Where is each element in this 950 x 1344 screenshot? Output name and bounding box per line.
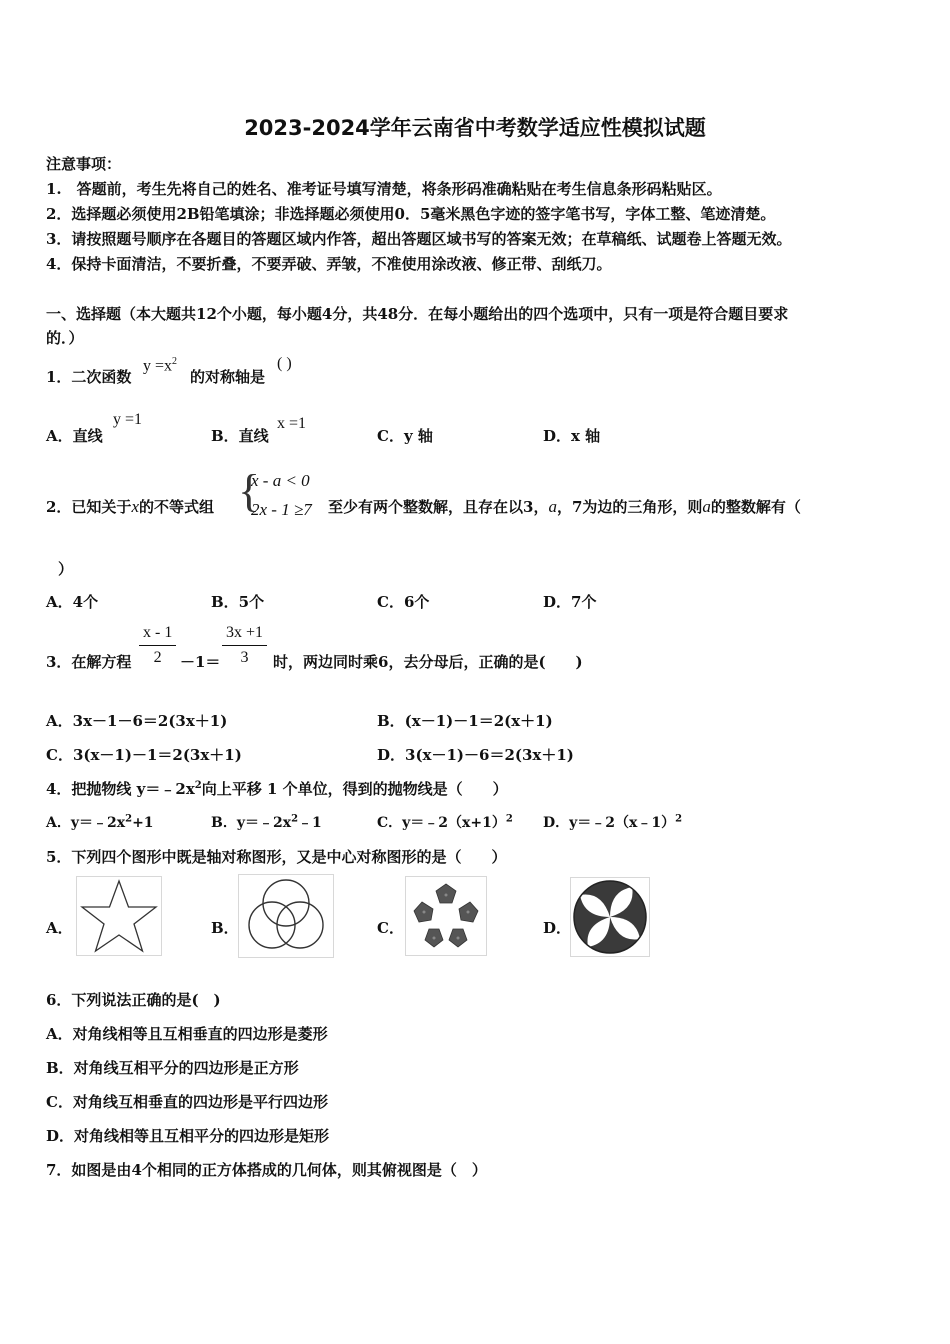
q6-option-c: C．对角线互相垂直的四边形是平行四边形 <box>46 1093 328 1111</box>
q3-option-b: B．(x－1)－1＝2(x＋1) <box>377 712 553 730</box>
q2-brace: { <box>238 465 261 516</box>
q4-option-c: C．$y=﹣2(x+1)^2$ <box>377 813 513 831</box>
q2-close-paren: ） <box>58 560 74 578</box>
q1-option-d: D．x 轴 <box>543 427 601 445</box>
q7-text: 7．如图是由4个相同的正方体搭成的几何体，则其俯视图是（ ） <box>46 1161 487 1179</box>
q1-option-a: A．直线 <box>46 427 103 445</box>
q2-option-b: B．5个 <box>211 593 265 611</box>
q3-fraction-2 <box>222 624 267 667</box>
q6-option-d: D．对角线相等且互相平分的四边形是矩形 <box>46 1127 330 1145</box>
three-circles-figure <box>238 874 334 958</box>
q4-option-d: D．y＝﹣2（x﹣1）$^2$ <box>543 813 683 831</box>
q5-option-d-label: D． <box>543 919 572 937</box>
notice-item-1: 1. 答题前，考生先将自己的姓名、准考证号填写清楚，将条形码准确粘贴在考生信息条形码粘贴区。 <box>46 180 722 198</box>
q4-option-b: B．$y=﹣2x^2﹣1$ <box>211 813 322 831</box>
q1-option-b: B．直线 <box>211 427 269 445</box>
q3-fraction-1-denominator: 2 <box>153 649 162 666</box>
q2-option-d: D．7个 <box>543 593 597 611</box>
q2-inequality-1: x - a < 0 <box>251 471 310 490</box>
q1-suffix: 的对称轴是 <box>190 368 266 386</box>
q3-fraction-2-denominator: 3 <box>240 649 249 666</box>
five-pentagons-figure <box>405 876 487 956</box>
q1-paren: ( ) <box>277 355 292 372</box>
q1-formula: $y =x^2$ <box>143 356 178 375</box>
q5-option-a-label: A． <box>46 919 73 937</box>
q2-option-a: A．4个 <box>46 593 99 611</box>
notice-heading: 注意事项： <box>46 155 122 173</box>
circle-petals-figure <box>570 877 650 957</box>
q6-text: 6．下列说法正确的是( ) <box>46 991 221 1009</box>
q3-prefix: 3．在解方程 <box>46 653 132 671</box>
q5-option-c-label: C． <box>377 919 404 937</box>
section-heading-line2: 的．） <box>46 329 84 347</box>
q6-option-a: A．对角线相等且互相垂直的四边形是菱形 <box>46 1025 328 1043</box>
q4-option-a: A．$y=﹣2x^2+1$ <box>46 813 154 831</box>
section-heading: 一、选择题（本大题共12个小题，每小题4分，共48分．在每小题给出的四个选项中，只有一项是符合题目要求 <box>46 305 789 323</box>
q3-middle: －1＝ <box>180 653 221 671</box>
q4-text: 4．把抛物线 $y=﹣2x^2$向上平移 1 个单位，得到的抛物线是（ ） <box>46 780 508 798</box>
q3-option-c: C．3(x－1)－1＝2(3x＋1) <box>46 746 242 764</box>
q2-prefix: 2．已知关于x的不等式组 <box>46 497 215 516</box>
q1-option-b-formula: x =1 <box>277 415 307 432</box>
q1-prefix: 1．二次函数 <box>46 368 132 386</box>
q2-inequality-2: 2x - 1 ≥7 <box>251 500 312 519</box>
q1-option-c: C．y 轴 <box>377 427 433 445</box>
q3-suffix: 时，两边同时乘6，去分母后，正确的是( ) <box>273 653 583 671</box>
q1-option-a-formula: y =1 <box>113 411 143 428</box>
q3-fraction-1 <box>139 624 176 667</box>
page-title: 2023-2024学年云南省中考数学适应性模拟试题 <box>244 116 706 140</box>
notice-item-4: 4．保持卡面清洁，不要折叠，不要弄破、弄皱，不准使用涂改液、修正带、刮纸刀。 <box>46 255 612 273</box>
q5-text: 5．下列四个图形中既是轴对称图形，又是中心对称图形的是（ ） <box>46 848 507 866</box>
q3-fraction-2-numerator: 3x +1 <box>222 624 267 646</box>
star-figure <box>76 876 162 956</box>
q6-option-b: B．对角线互相平分的四边形是正方形 <box>46 1059 299 1077</box>
q2-suffix: 至少有两个整数解，且存在以3，a，7为边的三角形，则a的整数解有（ <box>328 497 801 516</box>
q3-option-d: D．3(x－1)－6＝2(3x＋1) <box>377 746 574 764</box>
notice-item-3: 3．请按照题号顺序在各题目的答题区域内作答，超出答题区域书写的答案无效；在草稿纸、试题卷上答题无效。 <box>46 230 792 248</box>
notice-item-2: 2．选择题必须使用2B铅笔填涂；非选择题必须使用0．5毫米黑色字迹的签字笔书写，字体工整、笔迹清楚。 <box>46 205 776 223</box>
q5-option-b-label: B． <box>211 919 239 937</box>
q2-option-c: C．6个 <box>377 593 430 611</box>
q3-option-a: A．3x－1－6＝2(3x＋1) <box>46 712 228 730</box>
q3-fraction-1-numerator: x - 1 <box>139 624 176 646</box>
